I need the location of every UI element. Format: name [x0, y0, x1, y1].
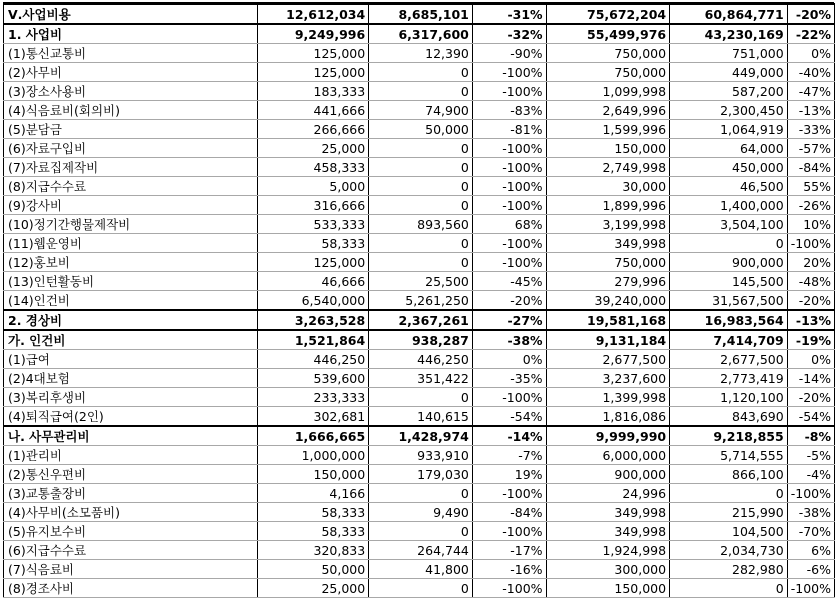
budget-table — [3, 3, 835, 598]
cell-monthly-budget: 58,333 — [257, 503, 369, 522]
cell-cumulative-budget: 1,599,996 — [546, 120, 670, 139]
table-row — [4, 388, 835, 407]
cell-monthly-rate: -20% — [472, 291, 546, 311]
cell-cumulative-budget: 9,999,990 — [546, 426, 670, 446]
cell-cumulative-rate: 0% — [787, 350, 834, 369]
row-label: (12)홍보비 — [4, 253, 258, 272]
cell-cumulative-actual: 0 — [670, 234, 788, 253]
cell-monthly-budget: 1,666,665 — [257, 426, 369, 446]
cell-monthly-budget: 302,681 — [257, 407, 369, 427]
cell-monthly-rate: -81% — [472, 120, 546, 139]
cell-monthly-rate: -17% — [472, 541, 546, 560]
cell-monthly-rate: -90% — [472, 44, 546, 63]
cell-cumulative-actual: 64,000 — [670, 139, 788, 158]
cell-monthly-actual: 933,910 — [369, 446, 473, 465]
cell-cumulative-actual: 60,864,771 — [670, 4, 788, 24]
cell-cumulative-budget: 750,000 — [546, 44, 670, 63]
table-row — [4, 158, 835, 177]
cell-cumulative-actual: 1,120,100 — [670, 388, 788, 407]
cell-cumulative-budget: 75,672,204 — [546, 4, 670, 24]
cell-monthly-rate: -100% — [472, 177, 546, 196]
cell-cumulative-actual: 3,504,100 — [670, 215, 788, 234]
cell-cumulative-actual: 2,773,419 — [670, 369, 788, 388]
cell-cumulative-actual: 282,980 — [670, 560, 788, 579]
row-label: (3)장소사용비 — [4, 82, 258, 101]
cell-monthly-rate: -100% — [472, 82, 546, 101]
cell-cumulative-budget: 9,131,184 — [546, 330, 670, 350]
cell-cumulative-rate: 10% — [787, 215, 834, 234]
cell-monthly-rate: -27% — [472, 310, 546, 330]
cell-monthly-budget: 316,666 — [257, 196, 369, 215]
cell-monthly-rate: -38% — [472, 330, 546, 350]
cell-cumulative-budget: 279,996 — [546, 272, 670, 291]
row-label: (2)4대보험 — [4, 369, 258, 388]
cell-monthly-rate: -100% — [472, 234, 546, 253]
row-label: (4)식음료비(회의비) — [4, 101, 258, 120]
cell-monthly-rate: 19% — [472, 465, 546, 484]
table-row-subtotal — [4, 310, 835, 330]
cell-cumulative-actual: 0 — [670, 484, 788, 503]
table-row — [4, 215, 835, 234]
cell-cumulative-rate: -20% — [787, 291, 834, 311]
cell-monthly-actual: 0 — [369, 139, 473, 158]
cell-monthly-actual: 74,900 — [369, 101, 473, 120]
cell-cumulative-rate: 55% — [787, 177, 834, 196]
row-label: (2)사무비 — [4, 63, 258, 82]
cell-monthly-actual: 12,390 — [369, 44, 473, 63]
row-label: 가. 인건비 — [4, 330, 258, 350]
cell-cumulative-rate: -100% — [787, 484, 834, 503]
cell-monthly-actual: 2,367,261 — [369, 310, 473, 330]
row-label: (4)사무비(소모품비) — [4, 503, 258, 522]
cell-cumulative-rate: -6% — [787, 560, 834, 579]
cell-monthly-actual: 0 — [369, 177, 473, 196]
table-row — [4, 465, 835, 484]
cell-monthly-budget: 25,000 — [257, 579, 369, 598]
cell-cumulative-actual: 751,000 — [670, 44, 788, 63]
cell-monthly-budget: 441,666 — [257, 101, 369, 120]
table-row — [4, 369, 835, 388]
row-label: (3)복리후생비 — [4, 388, 258, 407]
cell-cumulative-budget: 3,237,600 — [546, 369, 670, 388]
cell-cumulative-actual: 0 — [670, 579, 788, 598]
cell-cumulative-budget: 2,677,500 — [546, 350, 670, 369]
cell-cumulative-rate: -57% — [787, 139, 834, 158]
cell-monthly-actual: 0 — [369, 82, 473, 101]
row-label: (7)자료집제작비 — [4, 158, 258, 177]
cell-monthly-budget: 12,612,034 — [257, 4, 369, 24]
row-label: (3)교통출장비 — [4, 484, 258, 503]
table-row — [4, 101, 835, 120]
cell-monthly-budget: 25,000 — [257, 139, 369, 158]
row-label: (7)식음료비 — [4, 560, 258, 579]
cell-cumulative-budget: 300,000 — [546, 560, 670, 579]
table-row — [4, 139, 835, 158]
cell-monthly-actual: 938,287 — [369, 330, 473, 350]
cell-monthly-actual: 0 — [369, 522, 473, 541]
cell-monthly-budget: 9,249,996 — [257, 24, 369, 44]
row-label: (5)유지보수비 — [4, 522, 258, 541]
cell-cumulative-budget: 349,998 — [546, 522, 670, 541]
cell-cumulative-actual: 2,034,730 — [670, 541, 788, 560]
cell-monthly-budget: 3,263,528 — [257, 310, 369, 330]
cell-cumulative-rate: -48% — [787, 272, 834, 291]
cell-cumulative-actual: 16,983,564 — [670, 310, 788, 330]
table-row-subtotal — [4, 330, 835, 350]
row-label: 1. 사업비 — [4, 24, 258, 44]
cell-cumulative-actual: 587,200 — [670, 82, 788, 101]
cell-cumulative-budget: 3,199,998 — [546, 215, 670, 234]
cell-monthly-actual: 0 — [369, 63, 473, 82]
cell-cumulative-rate: 20% — [787, 253, 834, 272]
cell-cumulative-actual: 450,000 — [670, 158, 788, 177]
row-label: (8)경조사비 — [4, 579, 258, 598]
table-row — [4, 522, 835, 541]
row-label: (10)정기간행물제작비 — [4, 215, 258, 234]
table-row — [4, 120, 835, 139]
cell-monthly-budget: 125,000 — [257, 253, 369, 272]
cell-cumulative-rate: -47% — [787, 82, 834, 101]
cell-monthly-rate: -83% — [472, 101, 546, 120]
row-label: (11)웹운영비 — [4, 234, 258, 253]
cell-cumulative-rate: -40% — [787, 63, 834, 82]
cell-monthly-budget: 46,666 — [257, 272, 369, 291]
cell-monthly-budget: 1,000,000 — [257, 446, 369, 465]
table-row — [4, 503, 835, 522]
cell-cumulative-rate: -13% — [787, 310, 834, 330]
cell-monthly-rate: -54% — [472, 407, 546, 427]
cell-cumulative-rate: -38% — [787, 503, 834, 522]
cell-cumulative-rate: 0% — [787, 44, 834, 63]
table-row — [4, 291, 835, 311]
row-label: (1)관리비 — [4, 446, 258, 465]
cell-cumulative-rate: -19% — [787, 330, 834, 350]
cell-monthly-budget: 183,333 — [257, 82, 369, 101]
cell-monthly-budget: 4,166 — [257, 484, 369, 503]
cell-monthly-budget: 533,333 — [257, 215, 369, 234]
cell-cumulative-actual: 1,400,000 — [670, 196, 788, 215]
cell-cumulative-rate: -84% — [787, 158, 834, 177]
cell-cumulative-actual: 215,990 — [670, 503, 788, 522]
cell-cumulative-actual: 2,677,500 — [670, 350, 788, 369]
cell-cumulative-actual: 7,414,709 — [670, 330, 788, 350]
cell-monthly-rate: -100% — [472, 522, 546, 541]
cell-monthly-budget: 58,333 — [257, 234, 369, 253]
cell-monthly-actual: 0 — [369, 253, 473, 272]
cell-monthly-rate: -45% — [472, 272, 546, 291]
cell-monthly-budget: 233,333 — [257, 388, 369, 407]
cell-cumulative-budget: 1,816,086 — [546, 407, 670, 427]
cell-cumulative-actual: 46,500 — [670, 177, 788, 196]
cell-monthly-actual: 6,317,600 — [369, 24, 473, 44]
cell-cumulative-budget: 30,000 — [546, 177, 670, 196]
cell-cumulative-budget: 750,000 — [546, 63, 670, 82]
cell-monthly-budget: 446,250 — [257, 350, 369, 369]
table-row — [4, 63, 835, 82]
cell-cumulative-budget: 349,998 — [546, 234, 670, 253]
cell-monthly-rate: -100% — [472, 158, 546, 177]
cell-cumulative-budget: 1,899,996 — [546, 196, 670, 215]
cell-monthly-actual: 1,428,974 — [369, 426, 473, 446]
cell-cumulative-actual: 31,567,500 — [670, 291, 788, 311]
cell-monthly-actual: 264,744 — [369, 541, 473, 560]
cell-monthly-rate: -7% — [472, 446, 546, 465]
cell-cumulative-budget: 1,924,998 — [546, 541, 670, 560]
cell-monthly-budget: 125,000 — [257, 63, 369, 82]
cell-cumulative-actual: 2,300,450 — [670, 101, 788, 120]
cell-cumulative-actual: 843,690 — [670, 407, 788, 427]
cell-monthly-rate: 68% — [472, 215, 546, 234]
cell-monthly-actual: 0 — [369, 158, 473, 177]
cell-monthly-budget: 58,333 — [257, 522, 369, 541]
cell-cumulative-actual: 900,000 — [670, 253, 788, 272]
cell-cumulative-actual: 9,218,855 — [670, 426, 788, 446]
row-label: (6)자료구입비 — [4, 139, 258, 158]
cell-cumulative-rate: -33% — [787, 120, 834, 139]
cell-cumulative-budget: 1,099,998 — [546, 82, 670, 101]
cell-cumulative-budget: 6,000,000 — [546, 446, 670, 465]
cell-monthly-rate: -84% — [472, 503, 546, 522]
cell-cumulative-rate: -13% — [787, 101, 834, 120]
table-row — [4, 407, 835, 427]
cell-monthly-actual: 140,615 — [369, 407, 473, 427]
cell-monthly-actual: 8,685,101 — [369, 4, 473, 24]
cell-cumulative-rate: -4% — [787, 465, 834, 484]
cell-monthly-budget: 320,833 — [257, 541, 369, 560]
cell-monthly-actual: 0 — [369, 196, 473, 215]
cell-monthly-rate: -100% — [472, 579, 546, 598]
cell-cumulative-rate: 6% — [787, 541, 834, 560]
row-label: (1)통신교통비 — [4, 44, 258, 63]
cell-cumulative-rate: -14% — [787, 369, 834, 388]
table-row — [4, 579, 835, 598]
cell-cumulative-budget: 24,996 — [546, 484, 670, 503]
cell-monthly-budget: 266,666 — [257, 120, 369, 139]
cell-monthly-rate: -100% — [472, 139, 546, 158]
cell-cumulative-actual: 43,230,169 — [670, 24, 788, 44]
cell-cumulative-budget: 19,581,168 — [546, 310, 670, 330]
table-row — [4, 350, 835, 369]
cell-cumulative-rate: -100% — [787, 579, 834, 598]
cell-monthly-rate: -100% — [472, 63, 546, 82]
row-label: (6)지급수수료 — [4, 541, 258, 560]
row-label: (9)강사비 — [4, 196, 258, 215]
cell-monthly-budget: 125,000 — [257, 44, 369, 63]
cell-cumulative-rate: -5% — [787, 446, 834, 465]
cell-cumulative-rate: -20% — [787, 388, 834, 407]
cell-cumulative-rate: -70% — [787, 522, 834, 541]
cell-cumulative-actual: 866,100 — [670, 465, 788, 484]
cell-cumulative-actual: 104,500 — [670, 522, 788, 541]
table-row — [4, 272, 835, 291]
cell-cumulative-rate: -26% — [787, 196, 834, 215]
table-row-subtotal — [4, 24, 835, 44]
table-row — [4, 253, 835, 272]
cell-monthly-rate: 0% — [472, 350, 546, 369]
cell-monthly-budget: 1,521,864 — [257, 330, 369, 350]
cell-monthly-actual: 50,000 — [369, 120, 473, 139]
cell-monthly-rate: -100% — [472, 484, 546, 503]
table-row — [4, 541, 835, 560]
row-label: Ⅴ.사업비용 — [4, 4, 258, 24]
row-label: 나. 사무관리비 — [4, 426, 258, 446]
row-label: (14)인건비 — [4, 291, 258, 311]
row-label: (8)지급수수료 — [4, 177, 258, 196]
cell-monthly-actual: 41,800 — [369, 560, 473, 579]
row-label: (5)분담금 — [4, 120, 258, 139]
cell-monthly-budget: 50,000 — [257, 560, 369, 579]
cell-monthly-actual: 25,500 — [369, 272, 473, 291]
cell-cumulative-rate: -22% — [787, 24, 834, 44]
cell-monthly-budget: 6,540,000 — [257, 291, 369, 311]
cell-monthly-rate: -100% — [472, 196, 546, 215]
cell-cumulative-rate: -8% — [787, 426, 834, 446]
cell-cumulative-budget: 900,000 — [546, 465, 670, 484]
table-row — [4, 82, 835, 101]
cell-cumulative-budget: 750,000 — [546, 253, 670, 272]
cell-monthly-budget: 458,333 — [257, 158, 369, 177]
cell-cumulative-actual: 5,714,555 — [670, 446, 788, 465]
cell-monthly-rate: -31% — [472, 4, 546, 24]
table-row — [4, 44, 835, 63]
table-row — [4, 446, 835, 465]
cell-cumulative-actual: 1,064,919 — [670, 120, 788, 139]
row-label: (4)퇴직급여(2인) — [4, 407, 258, 427]
row-label: (13)인턴활동비 — [4, 272, 258, 291]
cell-cumulative-budget: 150,000 — [546, 139, 670, 158]
cell-cumulative-actual: 145,500 — [670, 272, 788, 291]
cell-cumulative-budget: 349,998 — [546, 503, 670, 522]
cell-monthly-actual: 0 — [369, 484, 473, 503]
cell-monthly-rate: -100% — [472, 253, 546, 272]
cell-cumulative-budget: 2,649,996 — [546, 101, 670, 120]
cell-monthly-rate: -35% — [472, 369, 546, 388]
row-label: (1)급여 — [4, 350, 258, 369]
cell-monthly-budget: 5,000 — [257, 177, 369, 196]
cell-cumulative-budget: 1,399,998 — [546, 388, 670, 407]
cell-monthly-actual: 0 — [369, 234, 473, 253]
cell-cumulative-rate: -54% — [787, 407, 834, 427]
cell-monthly-actual: 0 — [369, 579, 473, 598]
cell-cumulative-budget: 55,499,976 — [546, 24, 670, 44]
table-row-subtotal — [4, 426, 835, 446]
cell-monthly-budget: 539,600 — [257, 369, 369, 388]
cell-monthly-budget: 150,000 — [257, 465, 369, 484]
cell-cumulative-rate: -100% — [787, 234, 834, 253]
cell-cumulative-actual: 449,000 — [670, 63, 788, 82]
cell-cumulative-budget: 150,000 — [546, 579, 670, 598]
table-row — [4, 177, 835, 196]
row-label: (2)통신우편비 — [4, 465, 258, 484]
cell-monthly-rate: -32% — [472, 24, 546, 44]
cell-monthly-rate: -100% — [472, 388, 546, 407]
cell-monthly-rate: -16% — [472, 560, 546, 579]
table-row — [4, 484, 835, 503]
cell-cumulative-budget: 39,240,000 — [546, 291, 670, 311]
cell-monthly-actual: 351,422 — [369, 369, 473, 388]
cell-monthly-actual: 0 — [369, 388, 473, 407]
row-label: 2. 경상비 — [4, 310, 258, 330]
table-row — [4, 234, 835, 253]
cell-monthly-actual: 179,030 — [369, 465, 473, 484]
cell-monthly-actual: 9,490 — [369, 503, 473, 522]
cell-cumulative-budget: 2,749,998 — [546, 158, 670, 177]
table-row — [4, 196, 835, 215]
cell-monthly-rate: -14% — [472, 426, 546, 446]
budget-table-body — [4, 4, 835, 598]
cell-cumulative-rate: -20% — [787, 4, 834, 24]
cell-monthly-actual: 5,261,250 — [369, 291, 473, 311]
cell-monthly-actual: 893,560 — [369, 215, 473, 234]
table-row-subtotal — [4, 4, 835, 24]
cell-monthly-actual: 446,250 — [369, 350, 473, 369]
